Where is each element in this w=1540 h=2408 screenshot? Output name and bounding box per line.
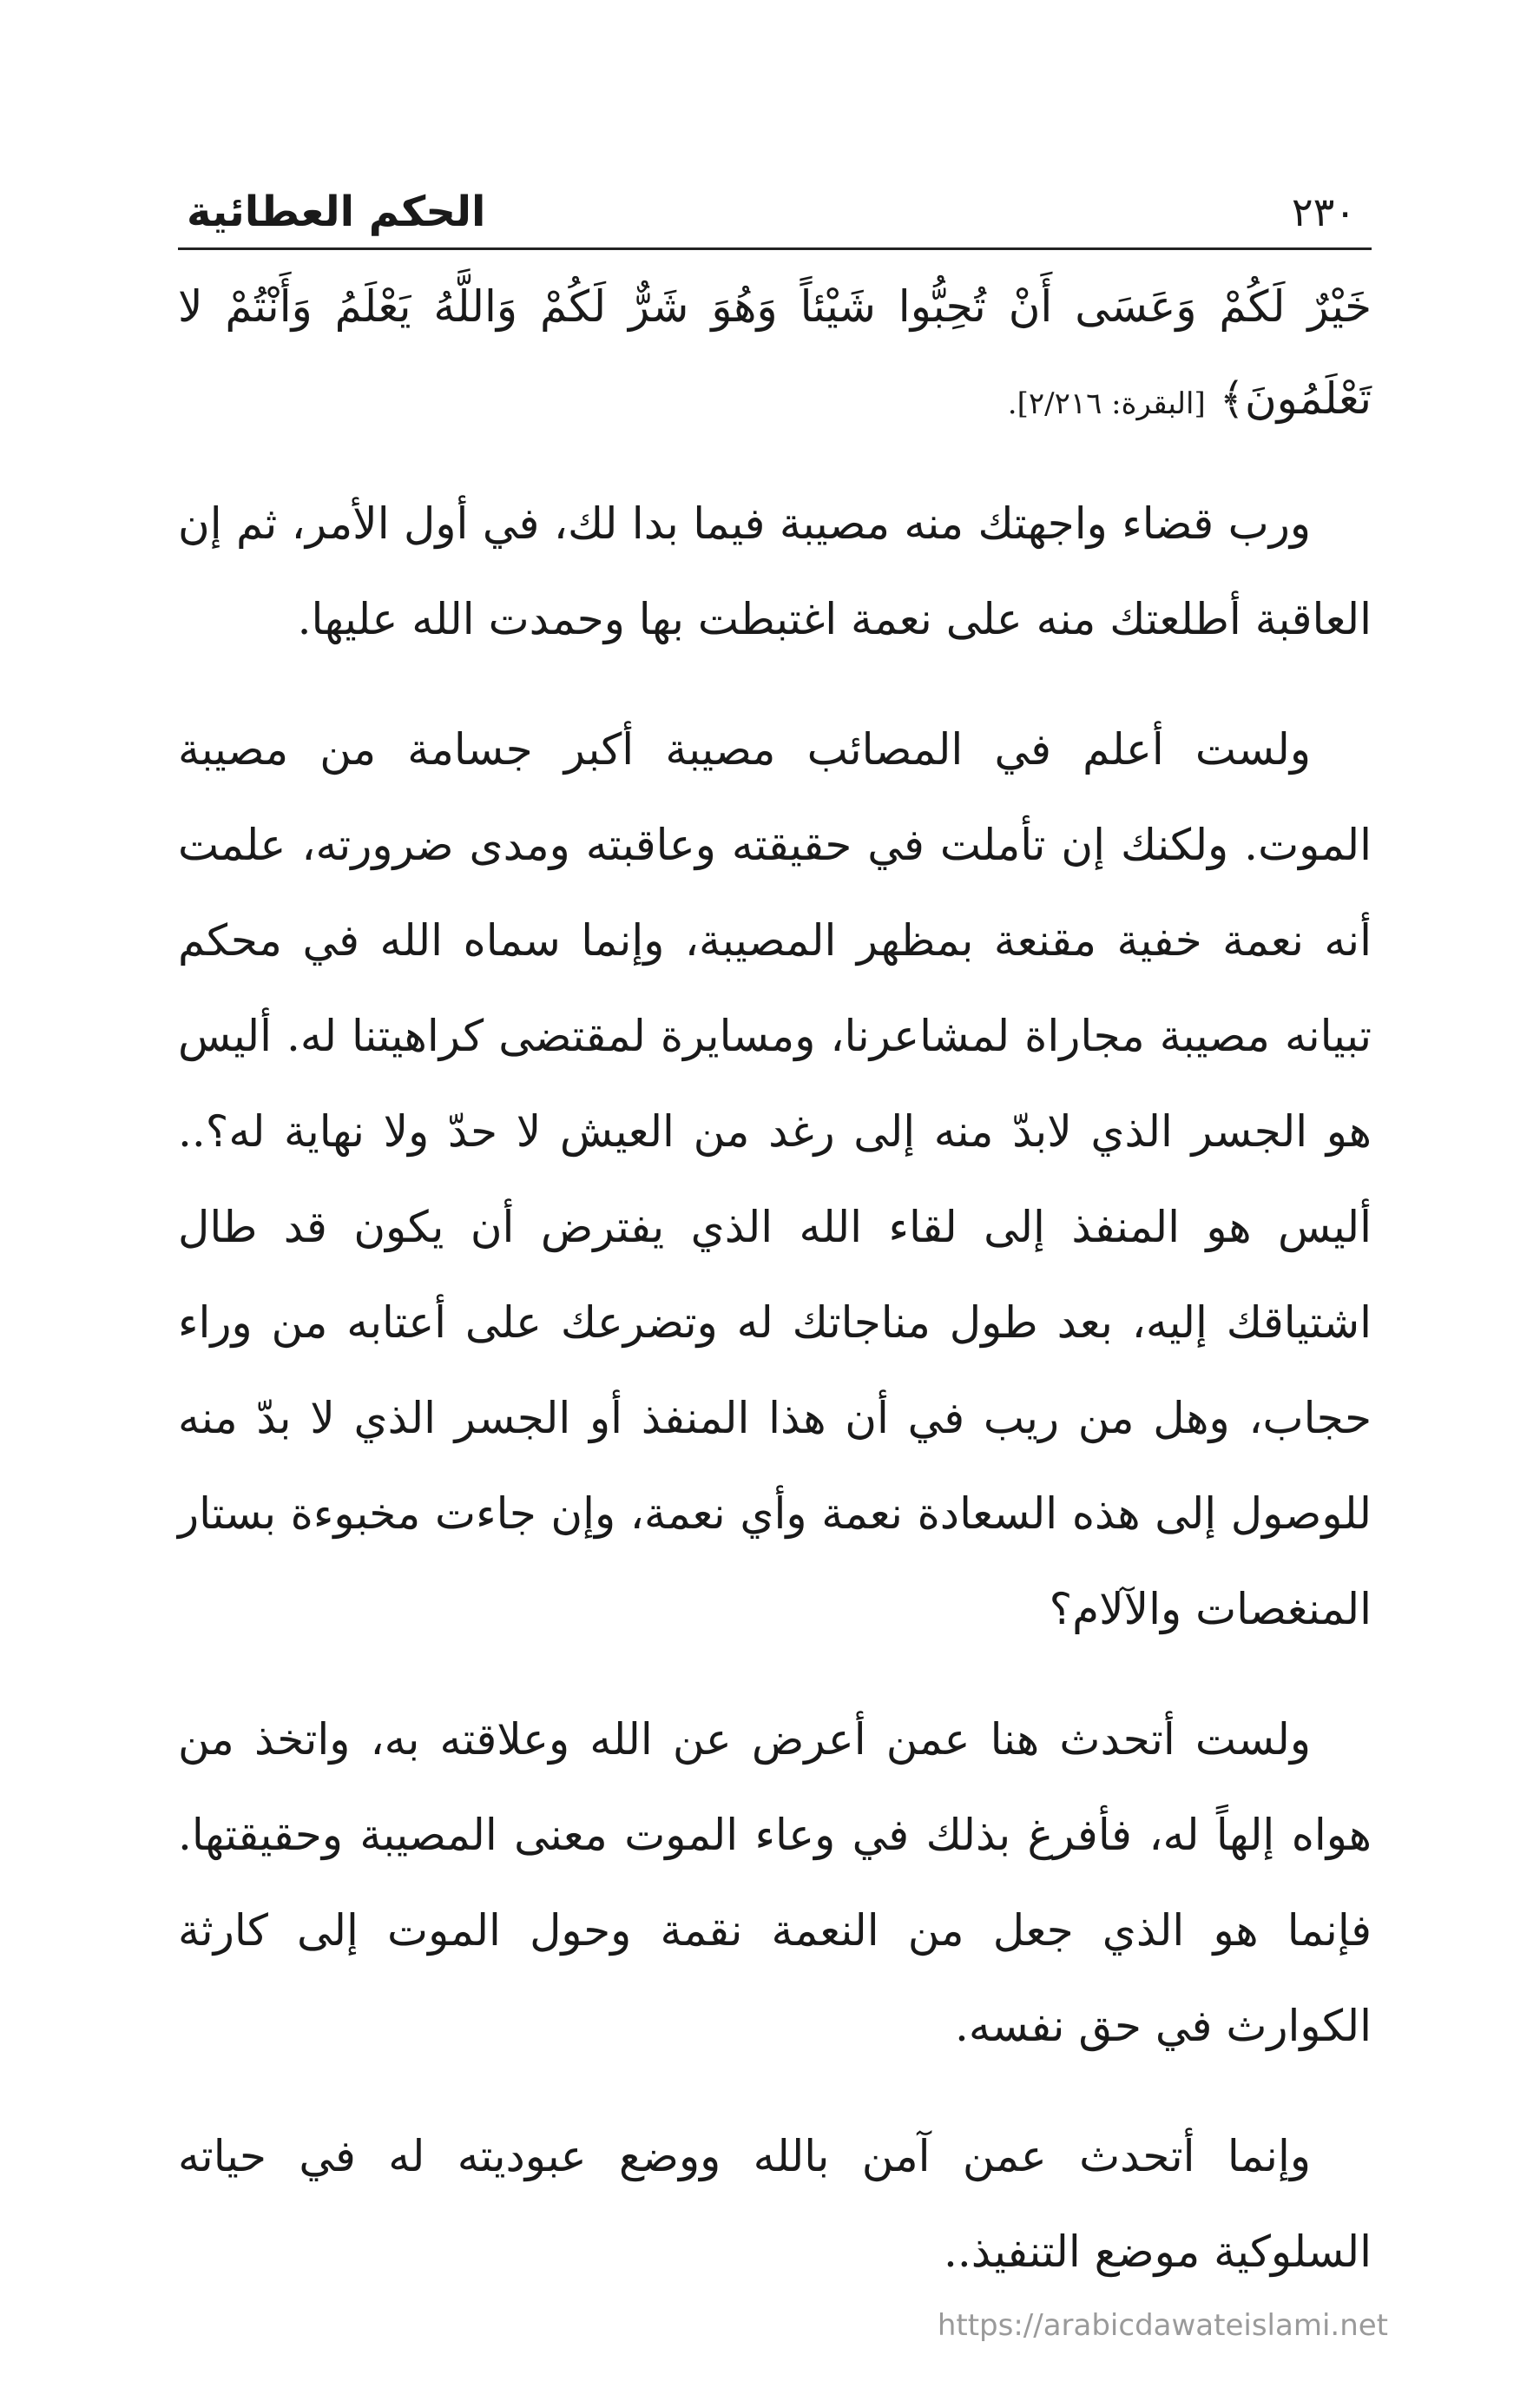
paragraph-2: ولست أعلم في المصائب مصيبة أكبر جسامة من مصيبة الموت. ولكنك إن تأملت في حقيقته وعاقبته ومدى ضرورته، علمت أنه نعمة خفية مقنعة بمظهر المصيبة، وإنما سماه الله في محكم تبيانه مصيبة مجاراة لمشاعرنا، ومسايرة لمقتضى كراهيتنا له. أليس هو الجسر الذي لابدّ منه إلى رغد من العيش لا حدّ ولا نهاية له؟.. أليس هو المنفذ إلى لقاء الله الذي يفترض أن يكون قد طال اشتياقك إليه، بعد طول مناجاتك له وتضرعك على أعتابه من وراء حجاب، وهل من ريب في أن هذا المنفذ أو الجسر الذي لا بدّ منه للوصول إلى هذه السعادة نعمة وأي نعمة، وإن جاءت مخبوءة بستار المنغصات والآلام؟ [178,724,1372,1634]
page-body [178,261,1372,2299]
watermark-url: https://arabicdawateislami.net [937,2308,1388,2343]
verse-reference: [البقرة: ٢/٢١٦]. [1007,386,1206,421]
quran-verse [178,261,1372,450]
page-number: ٢٣٠ [1291,188,1356,235]
book-title: الحكم العطائية [187,188,486,236]
paragraph-1: ورب قضاء واجهتك منه مصيبة فيما بدا لك، في أول الأمر، ثم إن العاقبة أطلعتك منه على نعمة اغتبطت بها وحمدت الله عليها. [178,498,1372,644]
header-divider [178,247,1372,250]
page-header [178,184,1372,254]
verse-text: خَيْرٌ لَكُمْ وَعَسَى أَنْ تُحِبُّوا شَيْئاً وَهُوَ شَرٌّ لَكُمْ وَاللَّهُ يَعْلَمُ وَأَنْتُمْ لا تَعْلَمُونَ﴾ [178,281,1372,424]
paragraph-3: ولست أتحدث هنا عمن أعرض عن الله وعلاقته به، واتخذ من هواه إلهاً له، فأفرغ بذلك في وعاء الموت معنى المصيبة وحقيقتها. فإنما هو الذي جعل من النعمة نقمة وحول الموت إلى كارثة الكوارث في حق نفسه. [178,1714,1372,2051]
paragraph-4: وإنما أتحدث عمن آمن بالله ووضع عبوديته له في حياته السلوكية موضع التنفيذ.. [178,2131,1372,2277]
